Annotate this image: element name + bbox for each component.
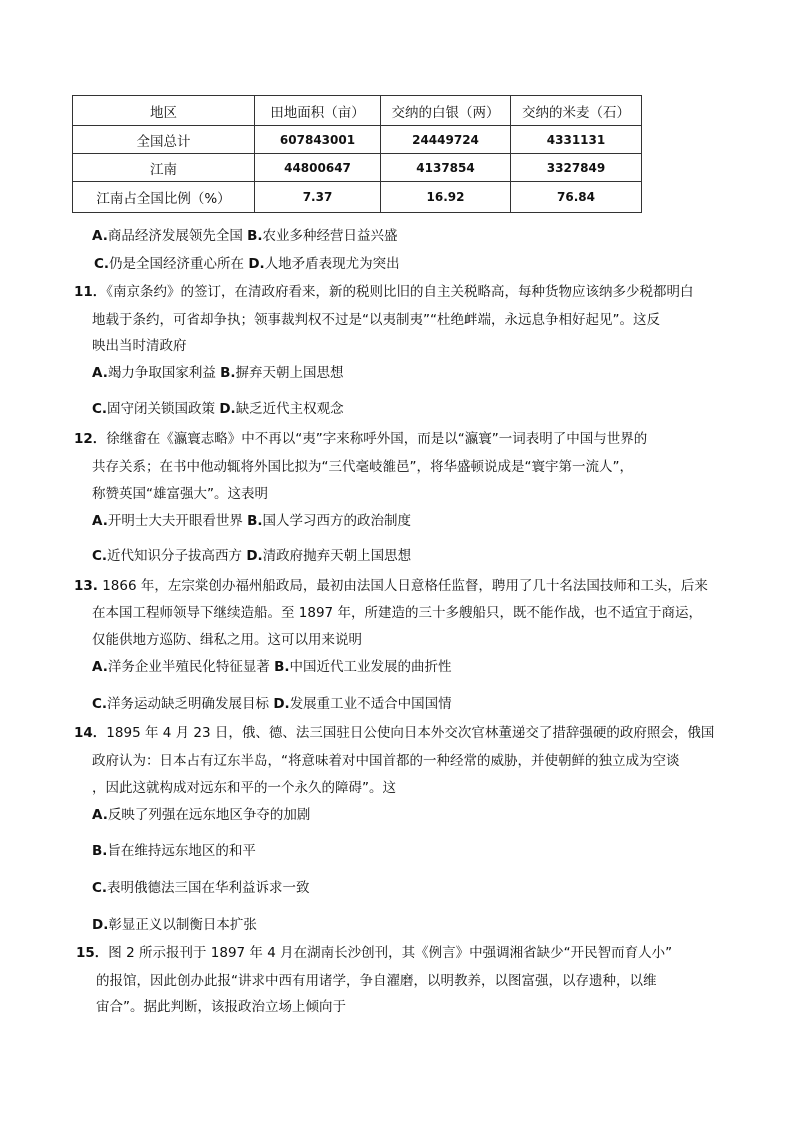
option-a[interactable]: 反映了列强在远东地区争夺的加剧: [107, 807, 311, 823]
q11-stem-line: [92, 311, 660, 329]
option-label: B.: [274, 659, 290, 675]
option-label: C.: [92, 548, 108, 564]
q14-option-a-line: [92, 806, 310, 824]
question-text: 1895 年 4 月 23 日，俄、德、法三国驻日公使向日本外交次官林董递交了措辞强硬的政府照会，俄国: [106, 725, 715, 741]
option-label: A.: [92, 513, 108, 529]
option-label: D.: [219, 401, 236, 417]
q12-stem-line: [92, 485, 268, 503]
data-table: [72, 95, 642, 213]
table-cell: 江南: [73, 154, 255, 182]
option-b[interactable]: 国人学习西方的政治制度: [262, 513, 412, 529]
question-text: ，因此这就构成对远东和平的一个永久的障碍”。这: [92, 780, 396, 796]
option-label: B.: [92, 843, 108, 859]
q14-stem-line: [74, 724, 714, 742]
question-text: 仅能供地方巡防、缉私之用。这可以用来说明: [92, 632, 362, 648]
q11-stem-line: [74, 283, 694, 301]
q13-stem-line: [74, 577, 708, 595]
question-text: 1866 年，左宗棠创办福州船政局，最初由法国人日意格任监督，聘用了几十名法国技师和工头，后来: [102, 578, 708, 594]
option-c[interactable]: 洋务运动缺乏明确发展目标: [107, 696, 270, 712]
table-cell: 607843001: [255, 126, 381, 154]
option-label: C.: [92, 880, 108, 896]
option-label: B.: [247, 513, 263, 529]
table-cell: 24449724: [381, 126, 511, 154]
question-text: 《南京条约》的签订，在清政府看来，新的税则比旧的自主关税略高，每种货物应该纳多少税都明白: [106, 284, 694, 300]
q15-stem-line: [96, 972, 657, 990]
option-label: A.: [92, 807, 108, 823]
question-text: 在本国工程师领导下继续造船。至 1897 年，所建造的三十多艘船只，既不能作战，也不适宜于商运，: [92, 605, 702, 621]
q13-options-cd: [92, 695, 452, 713]
question-text: 图 2 所示报刊于 1897 年 4 月在湖南长沙创刊，其《例言》中强调湘省缺少“开民智而育人小”: [108, 945, 673, 961]
table-cell: 7.37: [255, 182, 381, 213]
option-d[interactable]: 清政府抛弃天朝上国思想: [262, 548, 412, 564]
option-label: D.: [92, 917, 109, 933]
option-label: A.: [92, 365, 108, 381]
question-text: 称赞英国“雄富强大”。这表明: [92, 486, 268, 502]
option-label: C.: [94, 256, 110, 272]
question-text: 宙合”。据此判断，该报政治立场上倾向于: [96, 999, 346, 1015]
option-label: C.: [92, 696, 108, 712]
q10-options-ab: [92, 227, 398, 245]
table-header-cell: 田地面积（亩）: [255, 96, 381, 126]
table-cell: 4331131: [511, 126, 642, 154]
question-text: 地载于条约，可省却争执；领事裁判权不过是“以夷制夷”“杜绝衅端，永远息争相好起见”。这反: [92, 312, 660, 328]
option-label: B.: [247, 228, 263, 244]
q12-stem-line: [74, 430, 647, 448]
table-header-row: [73, 96, 642, 126]
option-label: D.: [246, 548, 263, 564]
q11-options-cd: [92, 400, 344, 418]
option-a[interactable]: 开明士大夫开眼看世界: [107, 513, 243, 529]
question-number: 13.: [74, 578, 98, 594]
question-text: 政府认为：日本占有辽东半岛，“将意味着对中国首都的一种经常的威胁，并使朝鲜的独立成为空谈: [92, 753, 680, 769]
q11-stem-line: [92, 337, 187, 355]
q14-option-d-line: [92, 916, 257, 934]
table-cell: 76.84: [511, 182, 642, 213]
table-header-cell: 交纳的米麦（石）: [511, 96, 642, 126]
table-cell: 全国总计: [73, 126, 255, 154]
q13-stem-line: [92, 604, 702, 622]
question-number: 15．: [76, 945, 109, 961]
option-label: B.: [220, 365, 236, 381]
q15-stem-line: [76, 944, 672, 962]
q14-stem-line: [92, 752, 680, 770]
option-c[interactable]: 近代知识分子拔高西方: [107, 548, 243, 564]
option-label: D.: [273, 696, 290, 712]
question-number: 12．: [74, 431, 107, 447]
table-cell: 4137854: [381, 154, 511, 182]
option-d[interactable]: 人地矛盾表现尤为突出: [264, 256, 400, 272]
option-d[interactable]: 发展重工业不适合中国国情: [289, 696, 452, 712]
option-a[interactable]: 洋务企业半殖民化特征显著: [107, 659, 270, 675]
table-cell: 44800647: [255, 154, 381, 182]
option-label: A.: [92, 228, 108, 244]
option-d[interactable]: 缺乏近代主权观念: [235, 401, 344, 417]
q13-stem-line: [92, 631, 362, 649]
table-row: [73, 154, 642, 182]
question-text: 映出当时清政府: [92, 338, 187, 354]
option-label: C.: [92, 401, 108, 417]
q12-options-ab: [92, 512, 411, 530]
option-label: A.: [92, 659, 108, 675]
table-row: [73, 126, 642, 154]
table-header-cell: 地区: [73, 96, 255, 126]
option-d[interactable]: 彰显正义以制衡日本扩张: [108, 917, 257, 933]
option-c[interactable]: 固守闭关锁国政策: [107, 401, 216, 417]
option-a[interactable]: 竭力争取国家利益: [107, 365, 216, 381]
option-b[interactable]: 中国近代工业发展的曲折性: [289, 659, 452, 675]
option-a[interactable]: 商品经济发展领先全国: [107, 228, 243, 244]
option-b[interactable]: 农业多种经营日益兴盛: [262, 228, 398, 244]
q10-options-cd: [94, 255, 400, 273]
table-cell: 16.92: [381, 182, 511, 213]
q14-option-c-line: [92, 879, 310, 897]
q12-stem-line: [92, 458, 633, 476]
table-header-cell: 交纳的白银（两）: [381, 96, 511, 126]
option-c[interactable]: 仍是全国经济重心所在: [109, 256, 245, 272]
q14-stem-line: [92, 779, 396, 797]
q13-options-ab: [92, 658, 452, 676]
question-number: 11．: [74, 284, 107, 300]
table-cell: 江南占全国比例（%）: [73, 182, 255, 213]
q14-option-b-line: [92, 842, 256, 860]
table-cell: 3327849: [511, 154, 642, 182]
q11-options-ab: [92, 364, 344, 382]
option-b[interactable]: 旨在维持远东地区的和平: [107, 843, 256, 859]
table-row: [73, 182, 642, 213]
question-text: 共存关系；在书中他动辄将外国比拟为“三代毫岐雒邑”，将华盛顿说成是“寰宇第一流人”，: [92, 459, 633, 475]
question-text: 徐继畬在《瀛寰志略》中不再以“夷”字来称呼外国，而是以“瀛寰”一词表明了中国与世界的: [106, 431, 648, 447]
q12-options-cd: [92, 547, 411, 565]
q15-stem-line: [96, 998, 346, 1016]
option-b[interactable]: 摒弃天朝上国思想: [235, 365, 344, 381]
question-text: 的报馆，因此创办此报“讲求中西有用诸学，争自濯磨，以明教养，以图富强，以存遗种，以维: [96, 973, 657, 989]
option-label: D.: [248, 256, 265, 272]
question-number: 14．: [74, 725, 107, 741]
option-c[interactable]: 表明俄德法三国在华利益诉求一致: [107, 880, 310, 896]
